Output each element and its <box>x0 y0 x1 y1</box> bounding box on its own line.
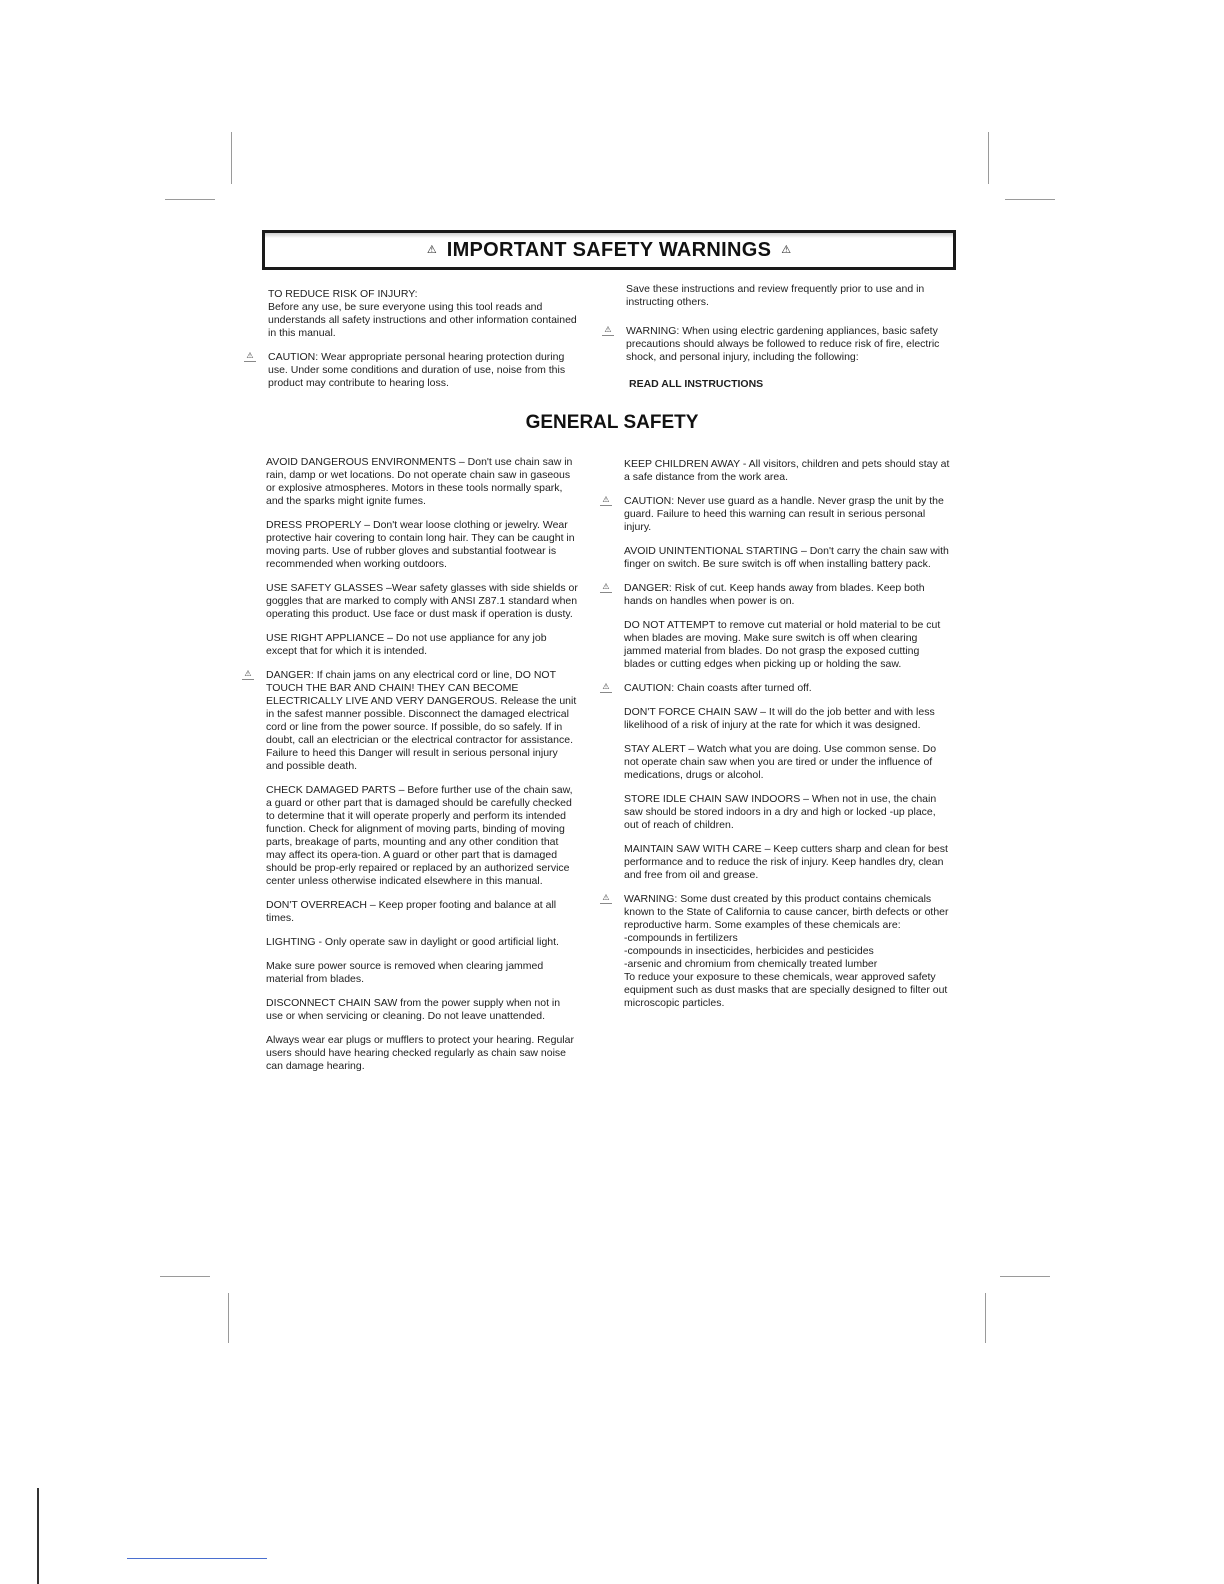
trim-mark-bottom-right-v <box>985 1293 986 1343</box>
danger-block <box>602 582 952 608</box>
caution-paragraph: CAUTION: Wear appropriate personal hearing protection during use. Under some conditions and duration of use, noise from this product may contribute to hearing loss. <box>268 351 566 389</box>
safety-item: MAINTAIN SAW WITH CARE – Keep cutters sharp and clean for best performance and to reduce the risk of injury. Keep handles dry, clean and free from oil and grease. <box>624 843 948 881</box>
read-all-instructions: READ ALL INSTRUCTIONS <box>629 378 764 390</box>
safety-warnings-banner <box>262 230 956 270</box>
warning-block <box>604 325 952 364</box>
intro-left-column <box>246 288 578 401</box>
safety-item: AVOID UNINTENTIONAL STARTING – Don't carry the chain saw with finger on switch. Be sure switch is off when installing battery pack. <box>624 545 949 570</box>
banner-title: IMPORTANT SAFETY WARNINGS <box>446 238 772 261</box>
safety-item: Always wear ear plugs or mufflers to protect your hearing. Regular users should have hearing checked regularly as chain saw noise can damage hearing. <box>266 1034 574 1072</box>
warning-block <box>602 893 952 1010</box>
safety-item: DON'T OVERREACH – Keep proper footing and balance at all times. <box>266 899 557 924</box>
safety-item: DRESS PROPERLY – Don't wear loose clothing or jewelry. Wear protective hair covering to contain long hair. They can be caught in moving parts. Use of rubber gloves and substantial footwear is recommended when working outdoors. <box>266 519 575 570</box>
intro-paragraph: TO REDUCE RISK OF INJURY: Before any use, be sure everyone using this tool reads and understands all safety instructions and other information contained in this manual. <box>268 288 577 339</box>
danger-block <box>244 669 578 773</box>
safety-item: DISCONNECT CHAIN SAW from the power supply when not in use or when servicing or cleaning. Do not leave unattended. <box>266 997 561 1022</box>
warning-triangle-icon: ⚠ <box>242 669 254 680</box>
warning-triangle-icon: ⚠ <box>600 582 612 593</box>
safety-item: STAY ALERT – Watch what you are doing. Use common sense. Do not operate chain saw when you are tired or under the influence of medications, drugs or alcohol. <box>624 743 937 781</box>
warning-paragraph: WARNING: When using electric gardening appliances, basic safety precautions should always be followed to reduce risk of fire, electric shock, and personal injury, including the following: <box>626 325 940 363</box>
warning-triangle-icon: ⚠ <box>600 893 612 904</box>
trim-mark-bottom-left-h <box>160 1276 210 1277</box>
scan-bottom-line <box>127 1558 267 1559</box>
general-safety-right-column <box>602 458 952 1021</box>
safety-item: DANGER: Risk of cut. Keep hands away from blades. Keep both hands on handles when power is on. <box>624 582 925 607</box>
safety-item: CHECK DAMAGED PARTS – Before further use of the chain saw, a guard or other part that is damaged should be carefully checked to determine that it will operate properly and perform its intended function. Check for alignment of moving parts, binding of moving parts, breakage of parts, mounting and any other condition that may affect its opera-tion. A guard or other part that is damaged should be prop-erly repaired or replaced by an authorized service center unless otherwise indicated elsewhere in this manual. <box>266 784 573 887</box>
trim-mark-top-left-v <box>231 132 232 184</box>
caution-block <box>246 351 578 390</box>
safety-item: Make sure power source is removed when clearing jammed material from blades. <box>266 960 544 985</box>
safety-item: DO NOT ATTEMPT to remove cut material or hold material to be cut when blades are moving. Make sure switch is off when clearing jammed material from blades. Do not grasp the exposed cutting blades or cutting edges when picking up or holding the saw. <box>624 619 941 670</box>
warning-triangle-icon: ⚠ <box>600 495 612 506</box>
warning-triangle-icon: ⚠ <box>426 243 437 256</box>
trim-mark-top-left-h <box>165 199 215 200</box>
scan-edge-line <box>37 1488 39 1584</box>
intro-right-column <box>604 283 952 402</box>
caution-block <box>602 495 952 534</box>
trim-mark-top-right-v <box>988 132 989 184</box>
safety-item: DANGER: If chain jams on any electrical cord or line, DO NOT TOUCH THE BAR AND CHAIN! THEY CAN BECOME ELECTRICALLY LIVE AND VERY DANGEROUS. Release the unit in the safest manner possible. Disconnect the damaged electrical cord or line from the power source. If possible, do so safely. If in doubt, call an electrician or the electrical contractor for assistance. Failure to heed this Danger will result in serious personal injury and possible death. <box>266 669 577 772</box>
intro-paragraph: Save these instructions and review frequently prior to use and in instructing others. <box>626 283 925 308</box>
caution-block <box>602 682 952 695</box>
trim-mark-bottom-left-v <box>228 1293 229 1343</box>
safety-item: CAUTION: Chain coasts after turned off. <box>624 682 812 694</box>
safety-item: AVOID DANGEROUS ENVIRONMENTS – Don't use chain saw in rain, damp or wet locations. Do not operate chain saw in gaseous or explosive atmospheres. Motors in these tools normally spark, and the sparks might ignite fumes. <box>266 456 573 507</box>
trim-mark-top-right-h <box>1005 199 1055 200</box>
safety-item: WARNING: Some dust created by this product contains chemicals known to the State of California to cause cancer, birth defects or other reproductive harm. Some examples of these chemicals are: -compounds in fertilizers -compounds in insecticides, herbicides and pesticides -arsenic and chromium from chemically treated lumber To reduce your exposure to these chemicals, wear approved safety equipment such as dust masks that are specially designed to filter out microscopic particles. <box>624 893 949 1009</box>
safety-item: USE RIGHT APPLIANCE – Do not use appliance for any job except that for which it is intended. <box>266 632 547 657</box>
trim-mark-bottom-right-h <box>1000 1276 1050 1277</box>
warning-triangle-icon: ⚠ <box>244 351 256 362</box>
safety-item: CAUTION: Never use guard as a handle. Never grasp the unit by the guard. Failure to heed this warning can result in serious personal injury. <box>624 495 944 533</box>
safety-item: LIGHTING - Only operate saw in daylight or good artificial light. <box>266 936 559 948</box>
safety-item: DON'T FORCE CHAIN SAW – It will do the job better and with less likelihood of a risk of injury at the rate for which it was designed. <box>624 706 935 731</box>
safety-item: STORE IDLE CHAIN SAW INDOORS – When not in use, the chain saw should be stored indoors in a dry and high or locked -up place, out of reach of children. <box>624 793 937 831</box>
warning-triangle-icon: ⚠ <box>781 243 792 256</box>
warning-triangle-icon: ⚠ <box>600 682 612 693</box>
warning-triangle-icon: ⚠ <box>602 325 614 336</box>
safety-item: USE SAFETY GLASSES –Wear safety glasses with side shields or goggles that are marked to comply with ANSI Z87.1 standard when operating this product. Use face or dust mask if operation is dusty. <box>266 582 578 620</box>
general-safety-left-column <box>244 456 578 1084</box>
safety-item: KEEP CHILDREN AWAY - All visitors, children and pets should stay at a safe distance from the work area. <box>624 458 950 483</box>
section-title: GENERAL SAFETY <box>525 412 699 433</box>
